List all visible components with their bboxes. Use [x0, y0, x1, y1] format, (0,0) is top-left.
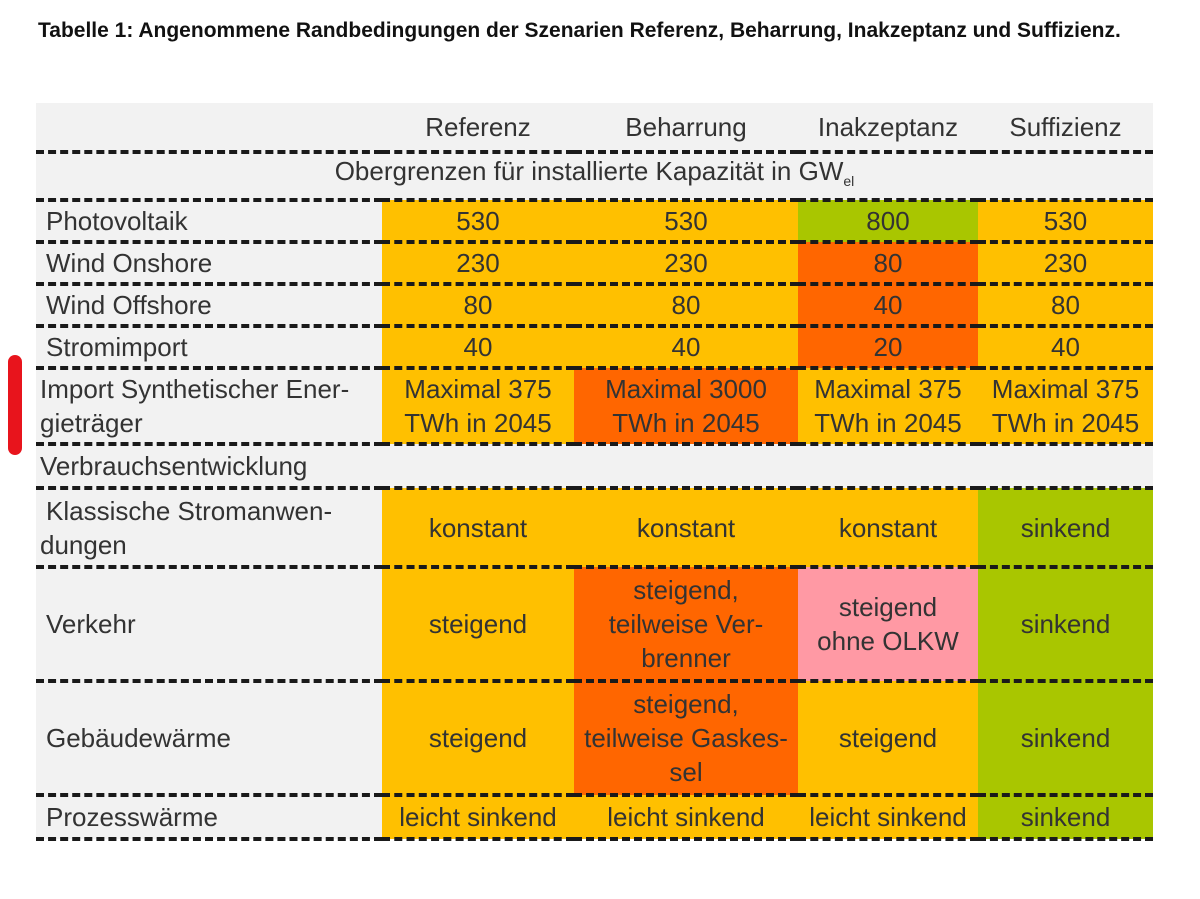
table-caption: Tabelle 1: Angenommene Randbedingungen der Szenarien Referenz, Beharrung, Inakzeptanz und Suffizienz. [38, 19, 1121, 42]
section-heading-capacity: Obergrenzen für installierte Kapazität in $GW_{el}$ [36, 152, 1153, 200]
cell-value: 230 [978, 242, 1153, 284]
row-label-prozesswaerme: Prozesswärme [36, 795, 382, 839]
cell-value: steigend ohne OLKW [798, 567, 978, 681]
cell-value: steigend, teilweise Gaskes- sel [574, 681, 798, 795]
row-label-wind-offshore: Wind Offshore [36, 284, 382, 326]
column-header-inakzeptanz: Inakzeptanz [798, 103, 978, 152]
cell-value: 530 [382, 200, 574, 242]
header-row [36, 103, 1153, 152]
table-row [36, 242, 1153, 284]
row-label-verkehr: Verkehr [36, 567, 382, 681]
cell-value: leicht sinkend [798, 795, 978, 839]
cell-value: sinkend [978, 795, 1153, 839]
cell-value: 80 [978, 284, 1153, 326]
header-corner [36, 103, 382, 152]
table-row [36, 200, 1153, 242]
cell-value: konstant [798, 488, 978, 567]
cell-value: 40 [798, 284, 978, 326]
cell-value: 40 [382, 326, 574, 368]
cell-value: 80 [382, 284, 574, 326]
red-annotation-mark [8, 355, 22, 455]
cell-value: 530 [978, 200, 1153, 242]
cell-value: steigend [382, 681, 574, 795]
cell-value: 40 [574, 326, 798, 368]
cell-value: steigend [798, 681, 978, 795]
cell-value: sinkend [978, 488, 1153, 567]
cell-value: 20 [798, 326, 978, 368]
table-row [36, 284, 1153, 326]
cell-value: leicht sinkend [574, 795, 798, 839]
row-label-gebaeudewaerme: Gebäudewärme [36, 681, 382, 795]
cell-value: 80 [574, 284, 798, 326]
table-row [36, 795, 1153, 839]
row-label-wind-onshore: Wind Onshore [36, 242, 382, 284]
cell-value: Maximal 375 TWh in 2045 [798, 368, 978, 444]
row-label-photovoltaik: Photovoltaik [36, 200, 382, 242]
section-row-consumption [36, 444, 1153, 488]
column-header-referenz: Referenz [382, 103, 574, 152]
cell-value: Maximal 375 TWh in 2045 [978, 368, 1153, 444]
cell-value: konstant [382, 488, 574, 567]
cell-value: 80 [798, 242, 978, 284]
cell-value: leicht sinkend [382, 795, 574, 839]
cell-value: Maximal 3000 TWh in 2045 [574, 368, 798, 444]
row-label-klassische-stromanwendungen: Klassische Stromanwen- dungen [36, 488, 382, 567]
table-row [36, 567, 1153, 681]
cell-value: 40 [978, 326, 1153, 368]
scenario-table [36, 103, 1153, 848]
cell-value: 230 [574, 242, 798, 284]
row-label-stromimport: Stromimport [36, 326, 382, 368]
table-row [36, 326, 1153, 368]
section-heading-consumption: Verbrauchsentwicklung [36, 444, 1153, 488]
row-label-import-synthetisch: Import Synthetischer Ener- gieträger [36, 368, 382, 444]
cell-value: sinkend [978, 681, 1153, 795]
cell-value: 800 [798, 200, 978, 242]
cell-value: Maximal 375 TWh in 2045 [382, 368, 574, 444]
column-header-beharrung: Beharrung [574, 103, 798, 152]
section-row-capacity [36, 152, 1153, 200]
column-header-suffizienz: Suffizienz [978, 103, 1153, 152]
cell-value: konstant [574, 488, 798, 567]
cell-value: sinkend [978, 567, 1153, 681]
cell-value: steigend [382, 567, 574, 681]
table-row [36, 681, 1153, 795]
cell-value: steigend, teilweise Ver- brenner [574, 567, 798, 681]
cell-value: 230 [382, 242, 574, 284]
cell-value: 530 [574, 200, 798, 242]
table-row [36, 488, 1153, 567]
table-row [36, 368, 1153, 444]
